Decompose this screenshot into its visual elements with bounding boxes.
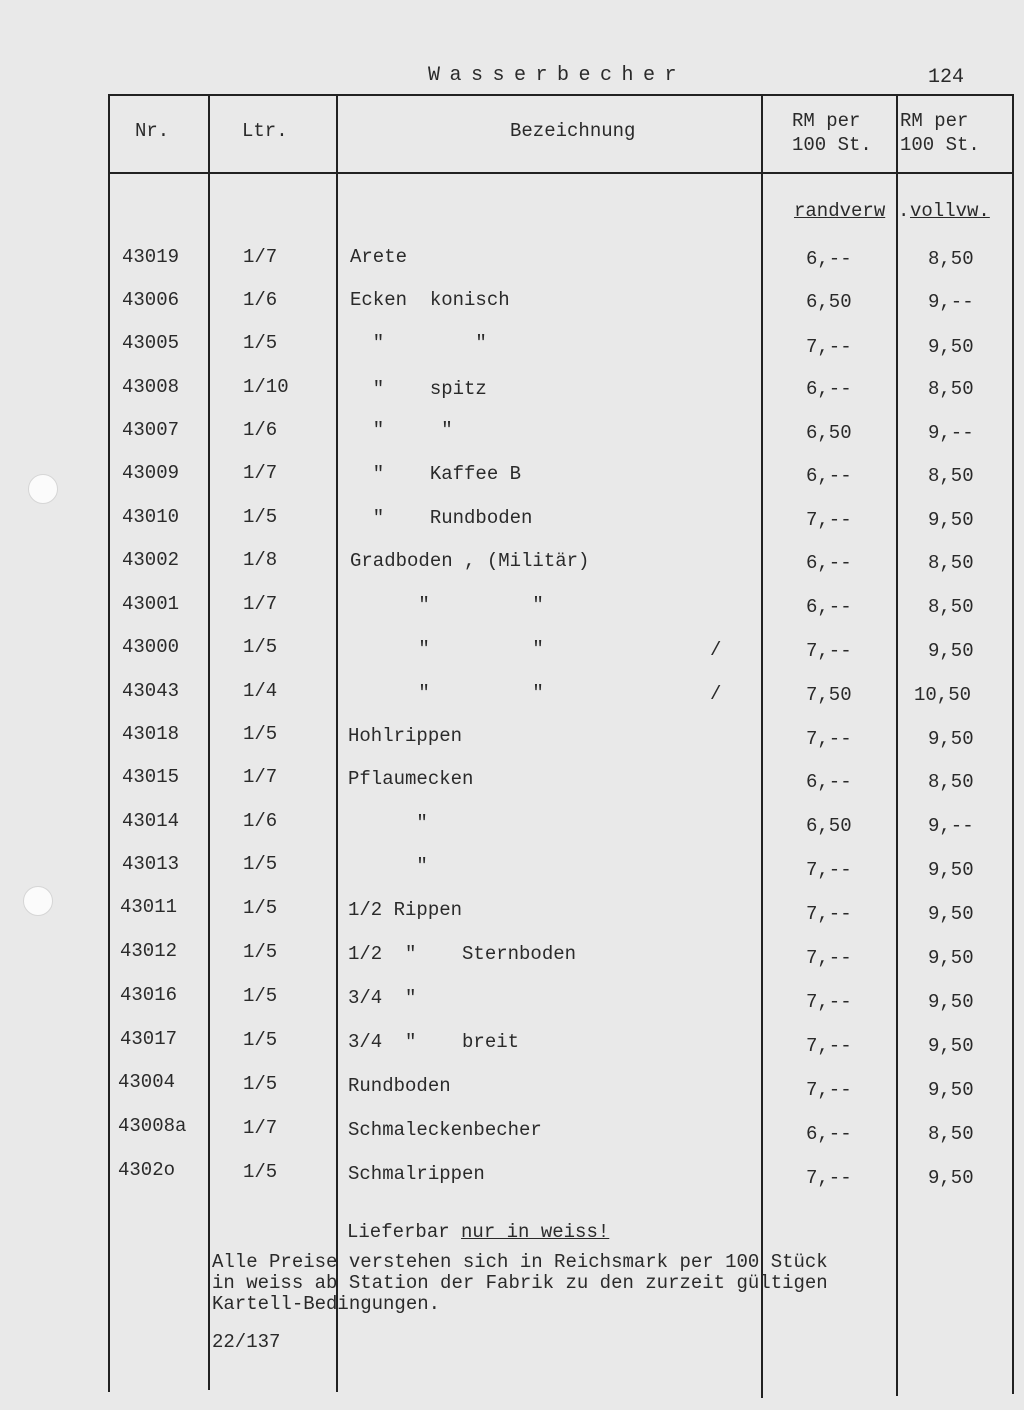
row-ltr: 1/6 [243, 810, 278, 832]
availability-emphasis: nur in weiss! [461, 1221, 610, 1243]
row-price-vollvw: 8,50 [928, 596, 974, 618]
row-desc: " " [350, 332, 487, 354]
table-top-border [108, 94, 1014, 96]
row-price-randverw: 7,-- [806, 1079, 852, 1101]
row-ltr: 1/5 [243, 636, 278, 658]
row-price-randverw: 7,-- [806, 1167, 852, 1189]
row-price-randverw: 7,-- [806, 1035, 852, 1057]
row-nr: 43008a [118, 1115, 187, 1137]
row-nr: 43013 [122, 853, 180, 875]
row-price-vollvw: 9,-- [928, 815, 974, 837]
row-desc: " " [350, 594, 544, 616]
row-price-vollvw: 8,50 [928, 1123, 974, 1145]
page-number: 124 [928, 66, 965, 89]
row-desc: 3/4 " breit [348, 1031, 520, 1053]
price-terms-line-2: in weiss ab Station der Fabrik zu den zurzeit gültigen [212, 1272, 828, 1294]
row-check-mark: / [710, 639, 722, 661]
row-price-randverw: 6,-- [806, 552, 852, 574]
row-nr: 43043 [122, 680, 180, 702]
row-price-vollvw: 9,-- [928, 291, 974, 313]
row-price-randverw: 6,-- [806, 378, 852, 400]
row-price-vollvw: 9,50 [928, 1167, 974, 1189]
punch-hole [28, 474, 58, 504]
row-desc: Arete [350, 246, 408, 268]
row-desc: " spitz [350, 378, 487, 400]
row-nr: 43007 [122, 419, 180, 441]
column-border [108, 94, 110, 1392]
row-price-vollvw: 9,50 [928, 336, 974, 358]
row-ltr: 1/5 [243, 332, 278, 354]
subheader-vollvw: vollvw. [910, 200, 990, 222]
row-nr: 43017 [120, 1028, 178, 1050]
row-nr: 43012 [120, 940, 178, 962]
row-price-vollvw: 8,50 [928, 771, 974, 793]
row-price-randverw: 7,-- [806, 859, 852, 881]
row-price-vollvw: 9,50 [928, 859, 974, 881]
row-nr: 43016 [120, 984, 178, 1006]
row-ltr: 1/7 [243, 766, 278, 788]
row-desc: " [348, 812, 428, 834]
header-price-randverw-line1: RM per [792, 110, 861, 132]
row-price-randverw: 6,-- [806, 465, 852, 487]
row-ltr: 1/7 [243, 462, 278, 484]
row-price-vollvw: 9,50 [928, 991, 974, 1013]
row-nr: 43015 [122, 766, 180, 788]
row-desc: 1/2 Rippen [348, 899, 463, 921]
row-nr: 43009 [122, 462, 180, 484]
subheader-randverw: randverw [794, 200, 886, 222]
row-desc: Pflaumecken [348, 768, 474, 790]
row-price-vollvw: 8,50 [928, 552, 974, 574]
row-price-vollvw: 9,50 [928, 509, 974, 531]
header-ltr: Ltr. [242, 120, 288, 142]
row-price-randverw: 7,-- [806, 640, 852, 662]
row-price-vollvw: 9,50 [928, 640, 974, 662]
row-nr: 4302o [118, 1159, 176, 1181]
header-nr: Nr. [135, 120, 170, 142]
row-price-randverw: 7,-- [806, 728, 852, 750]
row-desc: " " [350, 682, 544, 704]
row-ltr: 1/5 [243, 1073, 278, 1095]
header-divider [108, 172, 1014, 174]
row-price-vollvw: 8,50 [928, 465, 974, 487]
row-price-vollvw: 9,50 [928, 1035, 974, 1057]
reference-number: 22/137 [212, 1331, 281, 1353]
row-desc: Schmalrippen [348, 1163, 485, 1185]
row-ltr: 1/7 [243, 1117, 278, 1139]
row-price-randverw: 6,-- [806, 596, 852, 618]
row-ltr: 1/4 [243, 680, 278, 702]
row-price-randverw: 6,-- [806, 771, 852, 793]
row-price-randverw: 6,50 [806, 422, 852, 444]
price-terms-line-1: Alle Preise verstehen sich in Reichsmark per 100 Stück [212, 1251, 828, 1273]
row-ltr: 1/5 [243, 985, 278, 1007]
row-ltr: 1/5 [243, 941, 278, 963]
column-border [1012, 94, 1014, 1394]
row-price-randverw: 6,50 [806, 291, 852, 313]
header-price-vollvw-line2: 100 St. [900, 134, 980, 156]
header-bezeichnung: Bezeichnung [510, 120, 636, 142]
punch-hole [23, 886, 53, 916]
row-nr: 43018 [122, 723, 180, 745]
row-ltr: 1/5 [243, 1029, 278, 1051]
row-price-randverw: 7,50 [806, 684, 852, 706]
row-desc: 1/2 " Sternboden [348, 943, 577, 965]
row-nr: 43004 [118, 1071, 176, 1093]
row-desc: Gradboden , (Militär) [350, 550, 590, 572]
row-nr: 43008 [122, 376, 180, 398]
row-nr: 43019 [122, 246, 180, 268]
row-desc: " Kaffee B [350, 463, 522, 485]
row-price-randverw: 6,50 [806, 815, 852, 837]
row-price-vollvw: 8,50 [928, 378, 974, 400]
row-nr: 43001 [122, 593, 180, 615]
row-price-randverw: 7,-- [806, 903, 852, 925]
row-desc: Ecken konisch [350, 289, 510, 311]
availability-prefix: Lieferbar [347, 1221, 462, 1243]
header-price-vollvw-line1: RM per [900, 110, 969, 132]
row-nr: 43000 [122, 636, 180, 658]
row-nr: 43010 [122, 506, 180, 528]
column-border [336, 94, 338, 1392]
column-border [896, 94, 898, 1396]
row-price-randverw: 7,-- [806, 509, 852, 531]
row-ltr: 1/5 [243, 723, 278, 745]
column-border [761, 94, 763, 1398]
row-nr: 43006 [122, 289, 180, 311]
row-price-randverw: 7,-- [806, 991, 852, 1013]
row-desc: " " [350, 419, 453, 441]
row-ltr: 1/7 [243, 593, 278, 615]
row-ltr: 1/10 [243, 376, 289, 398]
row-price-vollvw: 9,50 [928, 947, 974, 969]
row-price-randverw: 6,-- [806, 248, 852, 270]
row-check-mark: / [710, 683, 722, 705]
row-ltr: 1/6 [243, 419, 278, 441]
row-price-vollvw: 9,50 [928, 903, 974, 925]
row-ltr: 1/8 [243, 549, 278, 571]
row-price-randverw: 6,-- [806, 1123, 852, 1145]
row-nr: 43011 [120, 896, 178, 918]
row-price-randverw: 7,-- [806, 336, 852, 358]
row-nr: 43014 [122, 810, 180, 832]
row-desc: " " [350, 638, 544, 660]
row-nr: 43002 [122, 549, 180, 571]
row-price-vollvw: 9,50 [928, 1079, 974, 1101]
row-price-vollvw: 10,50 [914, 684, 972, 706]
header-price-randverw-line2: 100 St. [792, 134, 872, 156]
row-price-vollvw: 8,50 [928, 248, 974, 270]
price-terms-line-3: Kartell-Bedingungen. [212, 1293, 441, 1315]
row-ltr: 1/5 [243, 897, 278, 919]
row-ltr: 1/5 [243, 1161, 278, 1183]
row-desc: " [348, 855, 428, 877]
row-desc: Hohlrippen [348, 725, 463, 747]
subheader-separator: . [898, 200, 910, 222]
row-desc: Rundboden [348, 1075, 451, 1097]
row-desc: Schmaleckenbecher [348, 1119, 542, 1141]
row-price-randverw: 7,-- [806, 947, 852, 969]
row-desc: 3/4 " [348, 987, 417, 1009]
row-desc: " Rundboden [350, 507, 533, 529]
availability-note [347, 1222, 609, 1243]
row-ltr: 1/5 [243, 853, 278, 875]
row-nr: 43005 [122, 332, 180, 354]
row-ltr: 1/6 [243, 289, 278, 311]
row-ltr: 1/7 [243, 246, 278, 268]
row-ltr: 1/5 [243, 506, 278, 528]
row-price-vollvw: 9,50 [928, 728, 974, 750]
page-title: Wasserbecher [428, 64, 687, 87]
row-price-vollvw: 9,-- [928, 422, 974, 444]
column-border [208, 94, 210, 1390]
